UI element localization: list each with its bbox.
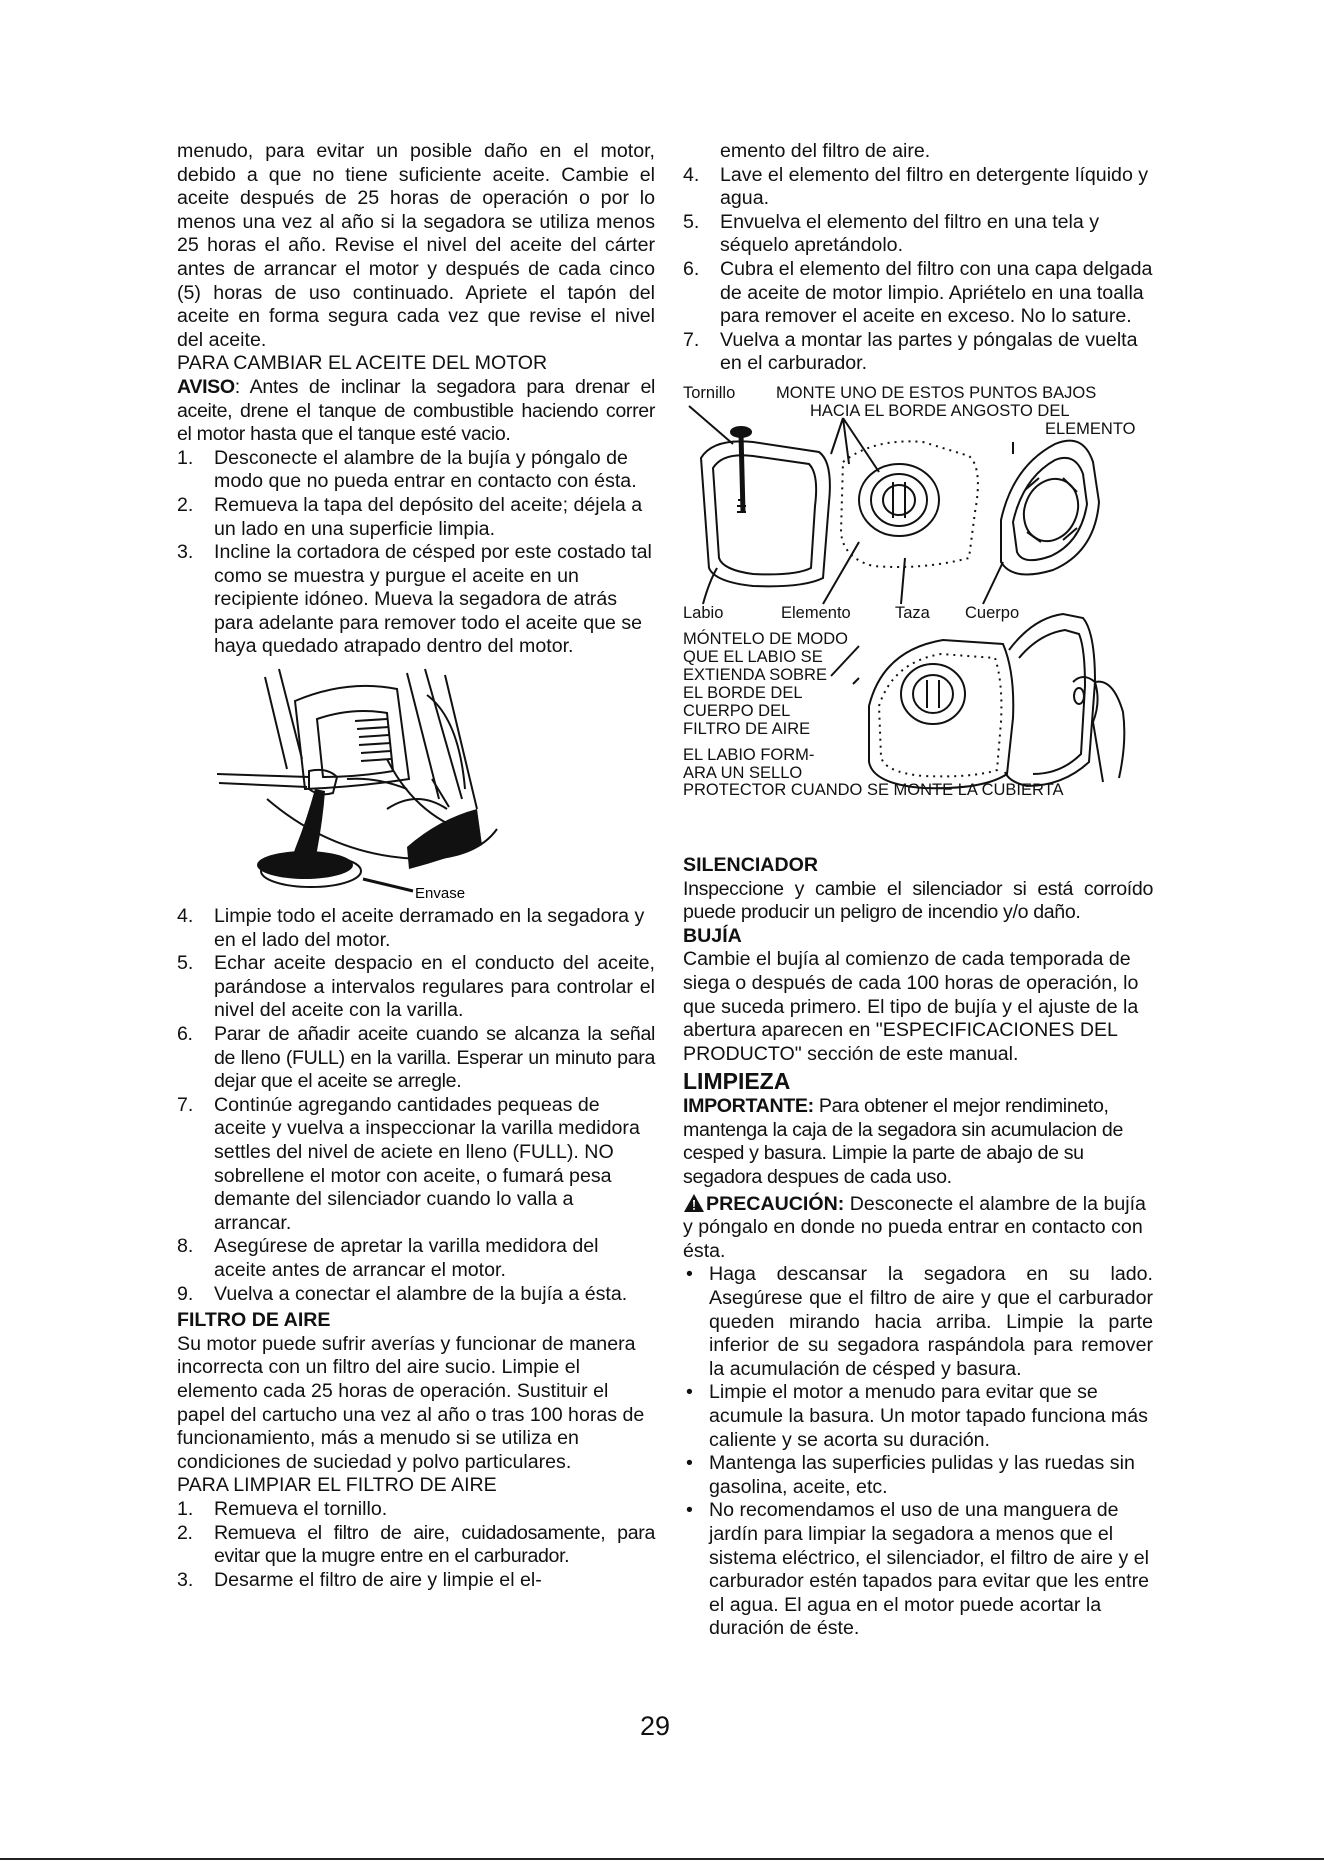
monte-label-3: ELEMENTO (1045, 419, 1136, 438)
monte-label-1: MONTE UNO DE ESTOS PUNTOS BAJOS (776, 383, 1097, 402)
bullet-icon: • (686, 1263, 693, 1286)
filter-steps-list-d (683, 164, 1153, 376)
step-text: Vuelva a montar las partes y póngalas de vuelta en el carburador. (720, 328, 1138, 375)
step-number: 5. (177, 952, 194, 975)
list-item (177, 1283, 655, 1307)
monte-label-2: HACIA EL BORDE ANGOSTO DEL (810, 401, 1070, 420)
elemento-label: Elemento (781, 603, 851, 622)
list-item (683, 258, 1153, 329)
silenciador-heading: SILENCIADOR (683, 853, 818, 876)
bullet-text: Mantenga las superficies pulidas y las ruedas sin gasolina, aceite, etc. (709, 1452, 1135, 1498)
aviso-label: AVISO (177, 375, 235, 398)
step-number: 2. (177, 1521, 193, 1544)
montelo-line: FILTRO DE AIRE (683, 719, 811, 738)
step-number: 3. (177, 1568, 194, 1591)
step-text: Remueva el tornillo. (214, 1497, 388, 1520)
taza-label: Taza (895, 603, 930, 622)
step-text: Remueva la tapa del depósito del aceite; déjela a un lado en una superficie limpia. (214, 493, 643, 540)
precaucion-paragraph (683, 1193, 1153, 1264)
oil-steps-list-a (177, 447, 655, 659)
step-text: Parar de añadir aceite cuando se alcanza la señal de lleno (FULL) en la varilla. Esperar un minuto para dejar que el aceite se arregle. (214, 1023, 655, 1093)
protector-label: PROTECTOR CUANDO SE MONTE LA CUBIERTA (683, 780, 1064, 799)
list-item (177, 905, 655, 952)
importante-text: Para obtener el mejor rendimineto, mantenga la caja de la segadora sin acumulacion de cesped y basura. Limpie la parte de abajo de su segadora despues de cada uso. (683, 1095, 1123, 1189)
oil-intro-paragraph: menudo, para evitar un posible daño en el motor, debido a que no tiene suficiente aceite. Cambie el aceite después de 25 horas de operación o por lo menos una vez al año si la segadora se utiliza menos 25 horas el año. Revise el nivel del aceite del cárter antes de arrancar el motor y después de cada cinco (5) horas de uso continuado. Apriete el tapón del aceite en forma segura cada vez que revise el nivel del aceite. (177, 140, 655, 351)
bullet-text: No recomendamos el uso de una manguera de jardín para limpiar la segadora a menos que el sistema eléctrico, el silenciador, el filtro de aire y el carburador estén tapados para evitar que les entre el agua. El agua en el motor puede acortar la duración de éste. (709, 1499, 1150, 1640)
bullet-icon: • (686, 1452, 693, 1475)
step-text: Envuelva el elemento del filtro en una tela y séquelo apretándolo. (720, 210, 1100, 257)
precaucion-text: Desconecte el alambre de la bujía y póngalo en donde no pueda entrar en contacto con ésta. (683, 1192, 1146, 1262)
step-text: Vuelva a conectar el alambre de la bujía a ésta. (214, 1282, 628, 1305)
aviso-paragraph (177, 376, 655, 447)
step-number: 6. (177, 1023, 193, 1046)
step-number: 3. (177, 541, 194, 564)
list-item (683, 329, 1153, 376)
step-text: Remueva el filtro de aire, cuidadosamente, para evitar que la mugre entre en el carburador. (214, 1521, 655, 1568)
warning-triangle-icon (683, 1193, 705, 1213)
bullet-icon: • (686, 1499, 693, 1522)
list-item (683, 211, 1153, 258)
change-oil-heading: PARA CAMBIAR EL ACEITE DEL MOTOR (177, 352, 548, 375)
step-text: Incline la cortadora de césped por este costado tal como se muestra y purgue el aceite en un recipiente idóneo. Mueva la segadora de atrás para adelante para remover todo el aceite que se haya quedado atrapado dentro del motor. (214, 541, 652, 658)
montelo-line: EL BORDE DEL (683, 683, 803, 702)
air-filter-paragraph: Su motor puede sufrir averías y funcionar de manera incorrecta con un filtro del aire sucio. Limpie el elemento cada 25 horas de operación. Sustituir el papel del cartucho una vez al año o tras 100 horas de funcionamiento, más a menudo si se utiliza en condiciones de suciedad y polvo particulares. (177, 1332, 645, 1473)
list-item (177, 1498, 655, 1522)
left-column (177, 140, 655, 1592)
limpieza-heading: LIMPIEZA (683, 1068, 791, 1095)
precaucion-label: PRECAUCIÓN: (706, 1192, 845, 1215)
importante-label: IMPORTANTE: (683, 1095, 814, 1118)
clean-filter-heading: PARA LIMPIAR EL FILTRO DE AIRE (177, 1474, 497, 1497)
list-item (177, 541, 655, 659)
list-item (177, 1569, 655, 1593)
montelo-line: MÓNTELO DE MODO (683, 629, 849, 648)
continued-text: emento del filtro de aire. (720, 140, 931, 162)
step-number: 7. (683, 328, 700, 351)
montelo-line: EXTIENDA SOBRE (683, 665, 827, 684)
step-number: 6. (683, 257, 700, 280)
air-filter-illustration (683, 382, 1153, 860)
importante-paragraph (683, 1095, 1153, 1189)
list-item (177, 494, 655, 541)
list-item (177, 1522, 655, 1569)
list-item (177, 1235, 655, 1282)
step-number: 8. (177, 1235, 194, 1258)
bullet-text: Haga descansar la segadora en su lado. Asegúrese que el filtro de aire y que el carburador queden mirando hacia arriba. Limpie la parte inferior de su segadora raspándola para remover la acumulación de césped y basura. (709, 1263, 1153, 1380)
labio-label: Labio (683, 603, 724, 622)
list-item (177, 952, 655, 1023)
step-number: 1. (177, 1497, 194, 1520)
step-number: 4. (683, 163, 700, 186)
cleaning-bullets-list (683, 1263, 1153, 1641)
tornillo-label: Tornillo (683, 383, 736, 402)
el-labio-line: EL LABIO FORM- (683, 745, 815, 764)
step-text: Lave el elemento del filtro en detergente líquido y agua. (720, 163, 1149, 210)
oil-drain-illustration (177, 659, 655, 905)
right-column (683, 140, 1153, 1641)
bujia-heading: BUJÍA (683, 924, 742, 947)
step-text: Desarme el filtro de aire y limpie el el- (214, 1568, 542, 1591)
bottom-rule (0, 1858, 1324, 1860)
montelo-line: CUERPO DEL (683, 701, 791, 720)
step-text: Continúe agregando cantidades pequeas de aceite y vuelva a inspeccionar la varilla medidora settles del nivel de aciete en lleno (FULL). NO sobrellene el motor con aceite, o fumará pesa demante del silenciador cuando lo valla a arrancar. (214, 1093, 640, 1234)
step-number: 2. (177, 493, 194, 516)
step-number: 9. (177, 1282, 194, 1305)
step-text: Cubra el elemento del filtro con una capa delgada de aceite de motor limpio. Apriételo en una toalla para remover el aceite en exceso. No lo sature. (720, 257, 1153, 328)
el-labio-line: ARA UN SELLO (683, 763, 803, 782)
list-item (683, 1263, 1153, 1381)
list-item (683, 164, 1153, 211)
step-text: Echar aceite despacio en el conducto del aceite, parándose a intervalos regulares para controlar el nivel del aceite con la varilla. (214, 952, 655, 1022)
air-filter-heading: FILTRO DE AIRE (177, 1309, 331, 1332)
bullet-text: Limpie el motor a menudo para evitar que se acumule la basura. Un motor tapado funciona más caliente y se acorta su duración. (709, 1381, 1148, 1451)
list-item (683, 1499, 1153, 1641)
list-item (683, 1381, 1153, 1452)
silenciador-paragraph: Inspeccione y cambie el silenciador si está corroído puede producir un peligro de incendio y/o daño. (683, 877, 1153, 924)
list-item (683, 1452, 1153, 1499)
oil-steps-list-b (177, 905, 655, 1306)
step-text: Asegúrese de apretar la varilla medidora del aceite antes de arrancar el motor. (214, 1235, 599, 1281)
bullet-icon: • (686, 1381, 693, 1404)
cuerpo-label: Cuerpo (965, 603, 1020, 622)
list-item (177, 1094, 655, 1236)
step-text: Desconecte el alambre de la bujía y póngalo de modo que no pueda entrar en contacto con ésta. (214, 446, 637, 493)
step-number: 7. (177, 1093, 194, 1116)
step-number: 4. (177, 905, 194, 928)
list-item (177, 447, 655, 494)
step-number: 5. (683, 210, 700, 233)
step-text: Limpie todo el aceite derramado en la segadora y en el lado del motor. (214, 905, 645, 951)
page-number: 29 (640, 1711, 671, 1741)
filter-steps-list-c (177, 1498, 655, 1592)
montelo-line: QUE EL LABIO SE (683, 647, 823, 666)
bujia-paragraph: Cambie el bujía al comienzo de cada temporada de siega o después de cada 100 horas de operación, lo que suceda primero. El tipo de bujía y el ajuste de la abertura aparecen en "ESPECIFICACIONES DEL PRODUCTO" sección de este manual. (683, 948, 1139, 1065)
step-number: 1. (177, 446, 194, 469)
envase-label: Envase (415, 885, 466, 903)
list-item (177, 1023, 655, 1094)
aviso-text: : Antes de inclinar la segadora para drenar el aceite, drene el tanque de combustible haciendo correr el motor hasta que el tanque esté vacio. (177, 375, 655, 446)
